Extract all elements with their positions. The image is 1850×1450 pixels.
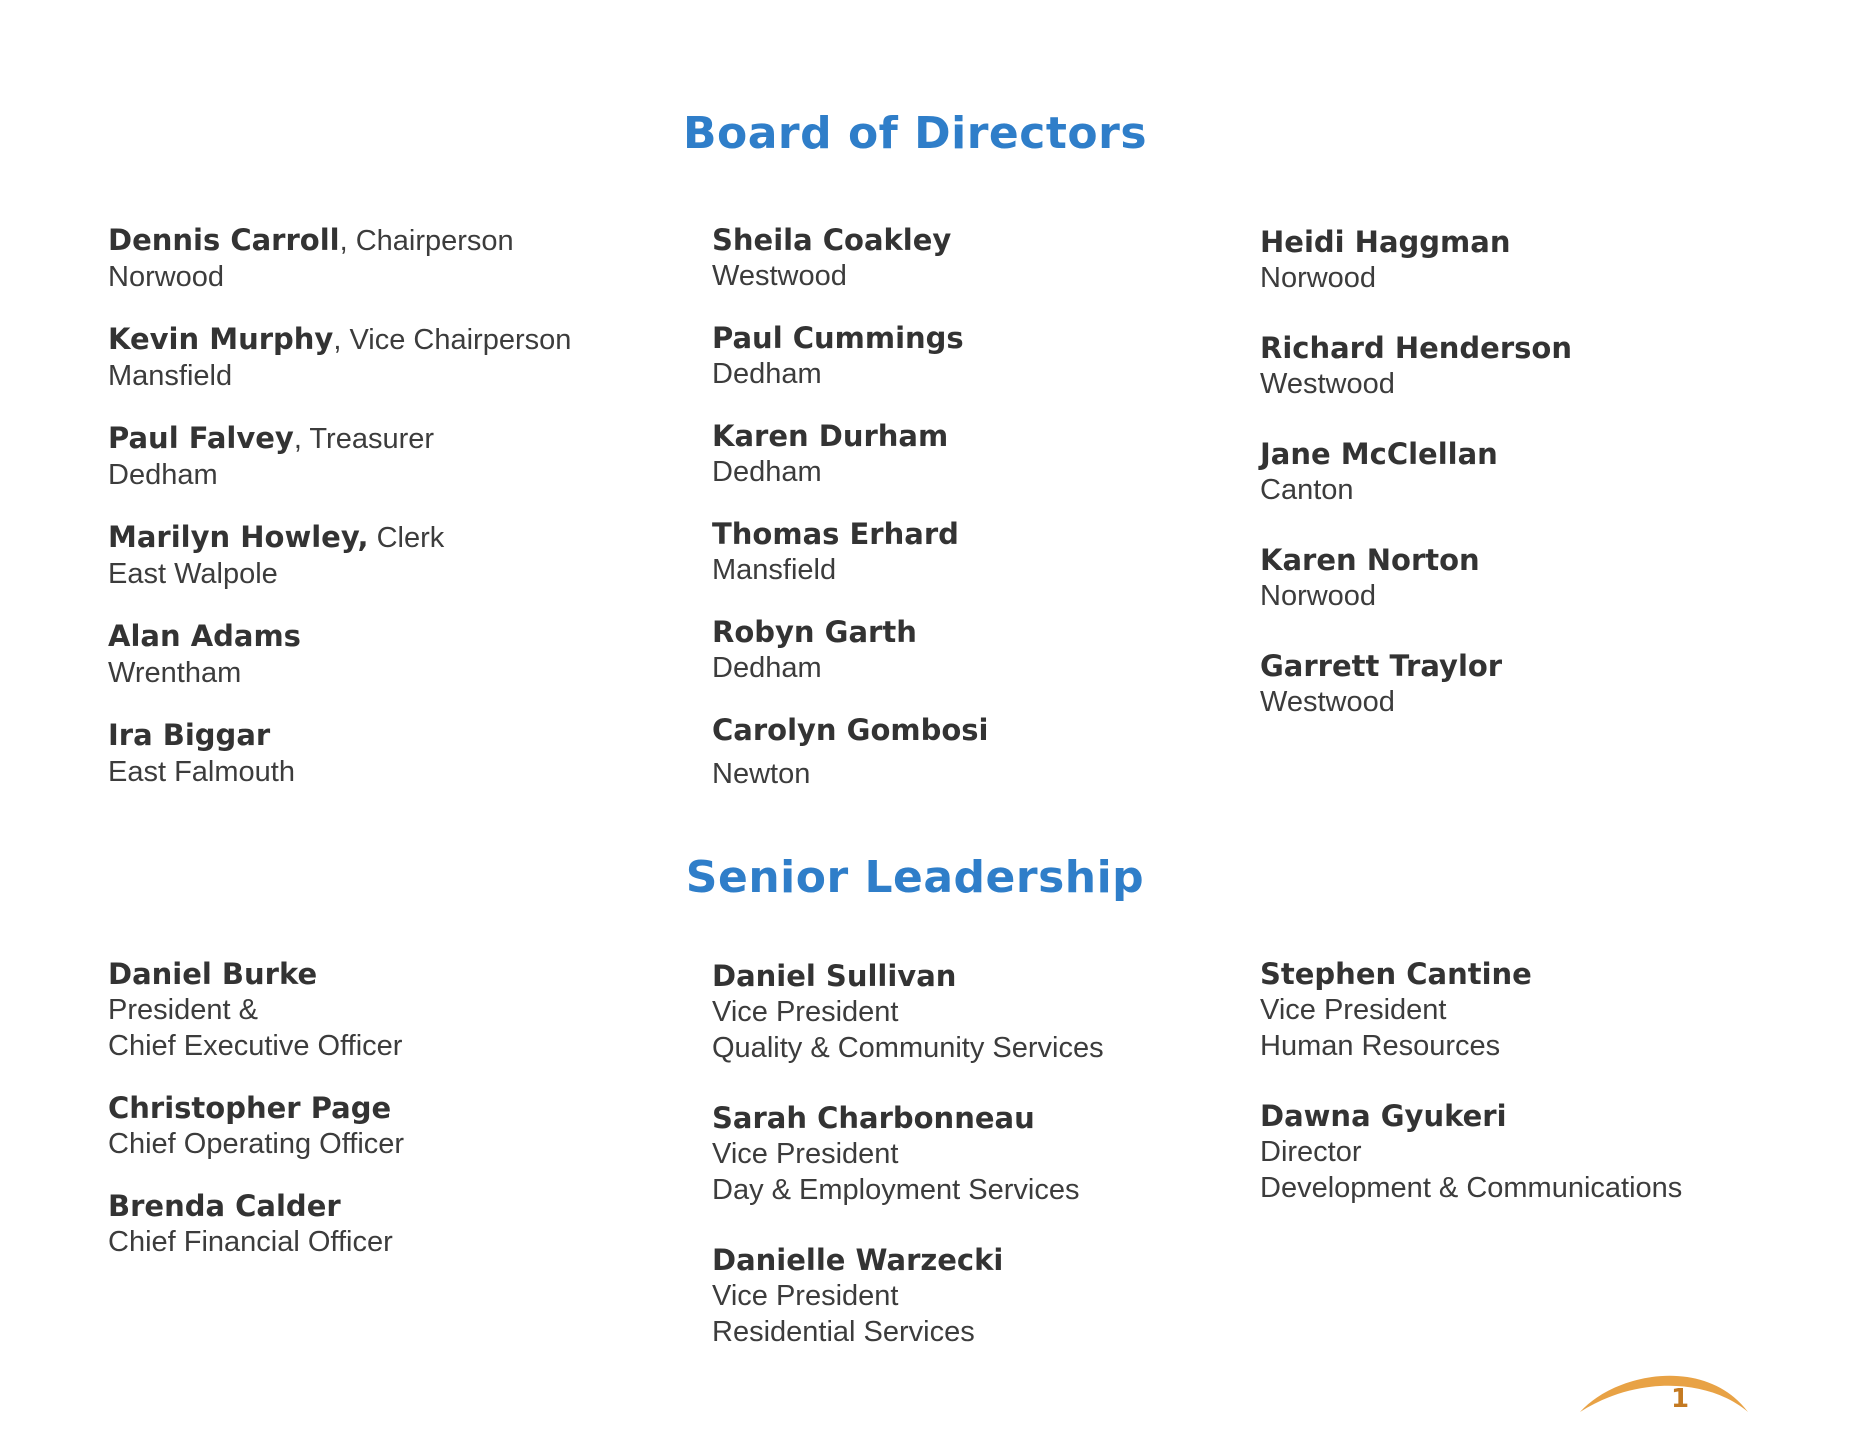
member-town: Dedham: [712, 358, 822, 390]
member-town: Canton: [1260, 474, 1354, 506]
leader-entry: [1260, 1098, 1682, 1206]
member-role: , Chairperson: [339, 225, 514, 257]
board-member: [1260, 330, 1572, 402]
leader-name: Daniel Burke: [108, 957, 318, 991]
member-name: Robyn Garth: [712, 615, 917, 649]
board-member: [712, 614, 989, 686]
leader-title-line: Vice President: [712, 1138, 899, 1170]
leader-name: Brenda Calder: [108, 1189, 341, 1223]
board-member: [108, 420, 571, 493]
board-column-1: [108, 222, 571, 790]
member-town: Dedham: [712, 456, 822, 488]
member-role: Clerk: [368, 522, 445, 554]
member-town: Dedham: [108, 459, 218, 491]
leader-entry: [712, 1242, 1104, 1350]
member-name: Kevin Murphy: [108, 322, 334, 356]
member-town: Newton: [712, 758, 811, 790]
board-member: [108, 321, 571, 394]
member-town: Norwood: [1260, 262, 1377, 294]
member-name: Marilyn Howley,: [108, 520, 369, 554]
member-name: Carolyn Gombosi: [712, 713, 989, 747]
page-number: 1: [1670, 1384, 1690, 1414]
board-member: [712, 320, 989, 392]
member-town: Norwood: [1260, 580, 1377, 612]
leader-entry: [108, 1090, 404, 1162]
board-member: [1260, 542, 1572, 614]
board-member: [108, 717, 571, 790]
leader-name: Dawna Gyukeri: [1260, 1099, 1507, 1133]
leader-name: Stephen Cantine: [1260, 957, 1532, 991]
member-name: Richard Henderson: [1260, 331, 1572, 365]
leadership-column-2: [712, 958, 1104, 1350]
leader-title-line: Director: [1260, 1136, 1362, 1168]
leader-title-line: Residential Services: [712, 1316, 975, 1348]
leader-title-line: Vice President: [712, 996, 899, 1028]
leader-title-line: Vice President: [1260, 994, 1447, 1026]
leader-name: Daniel Sullivan: [712, 959, 957, 993]
member-town: Westwood: [712, 260, 847, 292]
member-name: Garrett Traylor: [1260, 649, 1503, 683]
leader-entry: [108, 1188, 404, 1260]
leader-entry: [712, 1100, 1104, 1208]
member-name: Karen Norton: [1260, 543, 1480, 577]
board-column-3: [1260, 224, 1572, 720]
leadership-column-3: [1260, 956, 1682, 1206]
member-name: Jane McClellan: [1260, 437, 1498, 471]
member-name: Alan Adams: [108, 619, 301, 653]
member-name: Paul Cummings: [712, 321, 964, 355]
leader-title-line: Human Resources: [1260, 1030, 1501, 1062]
board-member: [108, 618, 571, 691]
member-name: Sheila Coakley: [712, 223, 952, 257]
member-name: Thomas Erhard: [712, 517, 959, 551]
leader-title-line: Quality & Community Services: [712, 1032, 1104, 1064]
board-member: [712, 222, 989, 294]
member-town: Westwood: [1260, 686, 1395, 718]
board-member: [108, 222, 571, 295]
leader-entry: [1260, 956, 1682, 1064]
board-member: [712, 516, 989, 588]
member-town: Westwood: [1260, 368, 1395, 400]
board-member: [108, 519, 571, 592]
member-role: , Vice Chairperson: [333, 324, 572, 356]
senior-leadership-heading: Senior Leadership: [685, 852, 1145, 903]
board-member: [712, 418, 989, 490]
leader-entry: [712, 958, 1104, 1066]
leader-title-line: Chief Executive Officer: [108, 1030, 403, 1062]
member-role: , Treasurer: [293, 423, 435, 455]
board-member: [1260, 224, 1572, 296]
member-town: East Walpole: [108, 558, 278, 590]
board-member: [712, 712, 989, 792]
board-of-directors-heading: Board of Directors: [682, 108, 1148, 159]
member-name: Dennis Carroll: [108, 223, 340, 257]
member-name: Heidi Haggman: [1260, 225, 1511, 259]
leader-name: Sarah Charbonneau: [712, 1101, 1035, 1135]
member-town: Dedham: [712, 652, 822, 684]
leader-name: Christopher Page: [108, 1091, 392, 1125]
board-member: [1260, 648, 1572, 720]
leader-name: Danielle Warzecki: [712, 1243, 1004, 1277]
member-town: East Falmouth: [108, 756, 295, 788]
member-name: Paul Falvey: [108, 421, 294, 455]
leadership-column-1: [108, 956, 404, 1260]
board-column-2: [712, 222, 989, 792]
leader-entry: [108, 956, 404, 1064]
member-name: Karen Durham: [712, 419, 949, 453]
member-town: Wrentham: [108, 657, 242, 689]
member-town: Mansfield: [108, 360, 233, 392]
leader-title-line: President &: [108, 994, 258, 1026]
member-town: Norwood: [108, 261, 225, 293]
leader-title-line: Development & Communications: [1260, 1172, 1683, 1204]
leader-title-line: Chief Operating Officer: [108, 1128, 405, 1160]
board-member: [1260, 436, 1572, 508]
leader-title-line: Chief Financial Officer: [108, 1226, 393, 1258]
leader-title-line: Day & Employment Services: [712, 1174, 1080, 1206]
leader-title-line: Vice President: [712, 1280, 899, 1312]
member-town: Mansfield: [712, 554, 837, 586]
member-name: Ira Biggar: [108, 718, 271, 752]
